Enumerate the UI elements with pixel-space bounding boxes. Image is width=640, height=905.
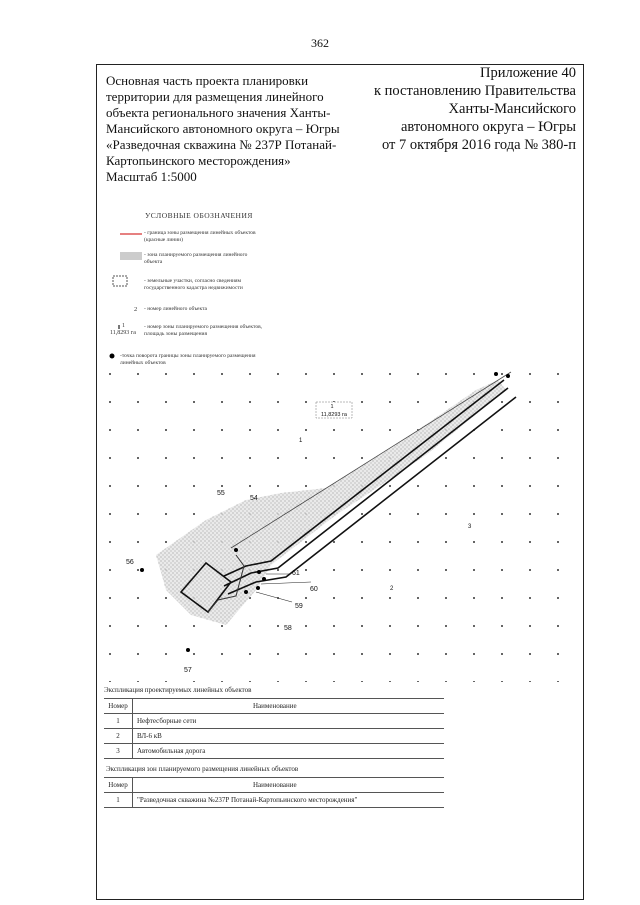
table2-title: Экспликация зон планируемого размещения линейных объектов [106,765,299,773]
point-label-55: 55 [217,490,225,497]
legend-title: УСЛОВНЫЕ ОБОЗНАЧЕНИЯ [145,211,253,220]
row-name: Автомобильная дорога [133,744,445,759]
header-name: Наименование [133,699,445,714]
point-label-56: 56 [126,559,134,566]
legend-sample-zone-number: 1 [122,323,125,329]
appendix-line: от 7 октября 2016 года № 380-п [381,137,576,153]
title-line: Основная часть проекта планировки [106,73,309,88]
point-label-54: 54 [250,495,258,502]
title-line: Мансийского автономного округа – Югры [106,121,340,136]
header-number: Номер [104,778,133,793]
zone-label-number: 1 [330,404,334,410]
table-row [104,793,444,808]
turn-point [256,586,260,590]
legend-item-zone: - зона планируемого размещения линейного объекта [144,252,248,265]
object-number-2: 2 [390,586,394,592]
header-number: Номер [104,699,133,714]
turn-point [244,590,248,594]
page-number: 362 [311,36,329,50]
row-name: ВЛ-6 кВ [133,729,445,744]
zone-fill-symbol [120,252,142,260]
appendix-line: Приложение 40 [480,65,576,81]
turn-point [186,648,190,652]
legend-sample-number: 2 [134,306,138,313]
point-label-59: 59 [295,603,303,610]
appendix-line: Ханты-Мансийского [448,101,576,117]
object-number-1: 1 [299,438,303,444]
appendix-line: автономного округа – Югры [400,119,576,135]
legend-sample-zone-area: 11,8293 га [110,330,136,336]
turn-point [234,548,238,552]
linear-objects-table [104,698,444,759]
object-number-3: 3 [468,524,472,530]
title-line: «Разведочная скважина № 237Р Потанай- [106,137,337,152]
appendix-line: к постановлению Правительства [374,83,576,99]
turn-point [494,372,498,376]
header-name: Наименование [133,778,445,793]
table-row [104,744,444,759]
turn-point [506,374,510,378]
point-label-58: 58 [284,625,292,632]
legend-item-zone-number: - номер зоны планируемого размещения объектов, площадь зоны размещения [144,324,263,337]
turn-point-symbol [110,354,115,359]
point-label-61: 61 [292,570,300,577]
legend-item-turn-point: -точка поворота границы зоны планируемого размещения [120,353,256,359]
point-label-60: 60 [310,586,318,593]
plan-map [96,360,584,682]
appendix-header [336,64,576,154]
legend-item-object-number: - номер линейного объекта [144,306,208,312]
row-number: 3 [104,744,133,759]
row-name: Нефтесборные сети [133,714,445,729]
row-number: 1 [104,714,133,729]
scale-label: Масштаб 1:5000 [106,169,197,184]
zone-label-area: 11,8293 га [321,412,347,418]
turn-point [140,568,144,572]
legend-item-red-lines: - граница зоны размещения линейных объектов (красные линии) [144,230,256,243]
table-header-row [104,699,444,714]
table-header-row [104,778,444,793]
row-number: 1 [104,793,133,808]
row-number: 2 [104,729,133,744]
zones-table [104,777,444,808]
parcel-symbol [113,276,127,286]
point-label-57: 57 [184,667,192,674]
legend-item-parcels: - земельные участки, согласно сведениям государственного кадастра недвижимости [144,278,243,291]
turn-point [257,570,261,574]
table-row [104,729,444,744]
title-line: объекта регионального значения Ханты- [106,105,331,120]
drawing-title [106,73,356,185]
title-line: территории для размещения линейного [106,89,324,104]
table1-title: Экспликация проектируемых линейных объектов [104,686,252,694]
table-row [104,714,444,729]
title-line: Картопьинского месторождения» [106,153,291,168]
row-name: "Разведочная скважина №237Р Потанай-Картопьинского месторождения" [133,793,445,808]
zone-label-symbol [118,325,120,329]
turn-point [262,577,266,581]
